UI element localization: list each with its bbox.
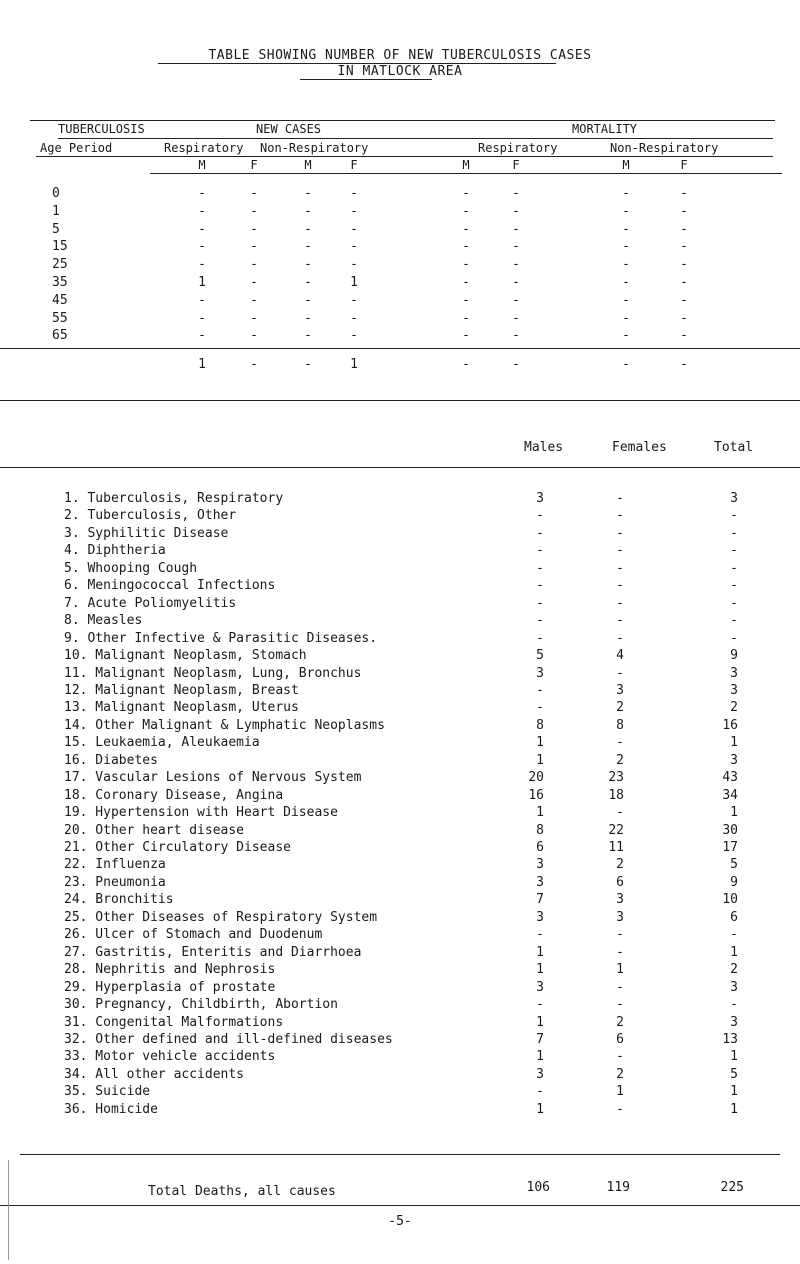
sex-header: M [462, 158, 470, 172]
total-count: 3 [730, 1015, 738, 1030]
case-count-cell: - [250, 204, 258, 219]
females-count: - [616, 578, 624, 593]
total-count: 3 [730, 753, 738, 768]
case-count-cell: - [250, 257, 258, 272]
totals-top-rule [0, 348, 800, 349]
males-count: 3 [536, 910, 544, 925]
case-count-cell: - [250, 186, 258, 201]
females-count: - [616, 526, 624, 541]
males-count: 1 [536, 962, 544, 977]
cause-label: 18. Coronary Disease, Angina [64, 788, 284, 803]
females-count: - [616, 596, 624, 611]
total-count: 3 [730, 683, 738, 698]
case-count-cell: - [462, 293, 470, 308]
total-count-cell: - [680, 357, 688, 372]
case-count-cell: - [622, 204, 630, 219]
case-count-cell: - [680, 293, 688, 308]
males-count: 7 [536, 1032, 544, 1047]
total-count: 5 [730, 1067, 738, 1082]
case-count-cell: - [250, 239, 258, 254]
total-count: 9 [730, 875, 738, 890]
sex-header: F [350, 158, 358, 172]
total-count: - [730, 631, 738, 646]
cause-label: 15. Leukaemia, Aleukaemia [64, 735, 260, 750]
total-count: 9 [730, 648, 738, 663]
case-count-cell: - [304, 186, 312, 201]
age-period-cell: 55 [52, 311, 68, 326]
females-count: - [616, 980, 624, 995]
cause-label: 21. Other Circulatory Disease [64, 840, 291, 855]
total-deaths-males: 106 [526, 1180, 550, 1195]
total-count: - [730, 578, 738, 593]
total-count: 5 [730, 857, 738, 872]
total-deaths-total: 225 [720, 1180, 744, 1195]
males-count: 8 [536, 823, 544, 838]
cause-label: 17. Vascular Lesions of Nervous System [64, 770, 362, 785]
females-count: - [616, 927, 624, 942]
case-count-cell: - [198, 293, 206, 308]
males-count: 20 [528, 770, 544, 785]
females-count: 2 [616, 1015, 624, 1030]
case-count-cell: - [350, 204, 358, 219]
males-count: 3 [536, 1067, 544, 1082]
case-count-cell: - [250, 293, 258, 308]
header-new-non-respiratory: Non-Respiratory [260, 141, 369, 155]
females-count: 23 [608, 770, 624, 785]
females-count: - [616, 491, 624, 506]
total-count-cell: - [512, 357, 520, 372]
case-count-cell: 1 [198, 275, 206, 290]
totals-bottom-rule [0, 400, 800, 401]
case-count-cell: - [350, 186, 358, 201]
females-count: 1 [616, 962, 624, 977]
total-count-cell: - [304, 357, 312, 372]
page-number: -5- [388, 1214, 412, 1229]
case-count-cell: - [680, 257, 688, 272]
females-count: - [616, 666, 624, 681]
total-count: - [730, 997, 738, 1012]
total-count: - [730, 543, 738, 558]
age-period-cell: 25 [52, 257, 68, 272]
case-count-cell: - [198, 204, 206, 219]
males-count: 16 [528, 788, 544, 803]
case-count-cell: - [462, 275, 470, 290]
males-count: - [536, 561, 544, 576]
case-count-cell: - [680, 311, 688, 326]
sex-header: M [622, 158, 630, 172]
case-count-cell: - [198, 257, 206, 272]
males-count: 3 [536, 857, 544, 872]
cause-label: 4. Diphtheria [64, 543, 166, 558]
females-count: 2 [616, 753, 624, 768]
case-count-cell: - [250, 311, 258, 326]
cause-label: 19. Hypertension with Heart Disease [64, 805, 338, 820]
females-count: - [616, 945, 624, 960]
case-count-cell: - [250, 328, 258, 343]
total-count: 13 [722, 1032, 738, 1047]
females-count: - [616, 1049, 624, 1064]
case-count-cell: - [680, 204, 688, 219]
case-count-cell: - [304, 275, 312, 290]
females-count: 11 [608, 840, 624, 855]
cause-label: 1. Tuberculosis, Respiratory [64, 491, 284, 506]
total-count: 1 [730, 945, 738, 960]
males-count: 1 [536, 1102, 544, 1117]
total-count: 3 [730, 491, 738, 506]
cause-label: 25. Other Diseases of Respiratory System [64, 910, 378, 925]
case-count-cell: - [680, 222, 688, 237]
females-count: 8 [616, 718, 624, 733]
total-count-cell: - [250, 357, 258, 372]
males-count: 1 [536, 945, 544, 960]
females-count: 3 [616, 892, 624, 907]
header-total: Total [714, 440, 754, 455]
females-count: - [616, 805, 624, 820]
header-mortality: MORTALITY [572, 122, 638, 136]
females-count: 6 [616, 1032, 624, 1047]
case-count-cell: - [622, 257, 630, 272]
case-count-cell: - [304, 328, 312, 343]
case-count-cell: - [304, 239, 312, 254]
females-count: 1 [616, 1084, 624, 1099]
sex-header: F [512, 158, 520, 172]
header-males: Males [524, 440, 564, 455]
cause-label: 23. Pneumonia [64, 875, 166, 890]
females-count: 6 [616, 875, 624, 890]
document-subtitle: IN MATLOCK AREA [337, 64, 463, 79]
total-count: 30 [722, 823, 738, 838]
cause-label: 13. Malignant Neoplasm, Uterus [64, 700, 299, 715]
case-count-cell: - [304, 293, 312, 308]
females-count: - [616, 543, 624, 558]
females-count: - [616, 613, 624, 628]
cause-label: 14. Other Malignant & Lymphatic Neoplasms [64, 718, 385, 733]
cause-label: 29. Hyperplasia of prostate [64, 980, 276, 995]
case-count-cell: - [304, 204, 312, 219]
females-count: - [616, 561, 624, 576]
cause-label: 22. Influenza [64, 857, 166, 872]
case-count-cell: - [304, 311, 312, 326]
males-count: - [536, 596, 544, 611]
total-count-cell: - [462, 357, 470, 372]
total-count: 1 [730, 1049, 738, 1064]
cause-label: 7. Acute Poliomyelitis [64, 596, 237, 611]
females-count: - [616, 631, 624, 646]
case-count-cell: - [198, 222, 206, 237]
case-count-cell: - [512, 257, 520, 272]
males-count: - [536, 700, 544, 715]
males-count: 1 [536, 753, 544, 768]
males-count: 3 [536, 980, 544, 995]
total-count: - [730, 508, 738, 523]
sub-header-rule [36, 156, 773, 157]
total-count: 3 [730, 666, 738, 681]
case-count-cell: - [512, 311, 520, 326]
cause-label: 31. Congenital Malformations [64, 1015, 284, 1030]
females-count: 2 [616, 700, 624, 715]
males-count: 3 [536, 666, 544, 681]
header-mortality-respiratory: Respiratory [478, 141, 558, 155]
females-count: 3 [616, 910, 624, 925]
males-count: - [536, 927, 544, 942]
header-mortality-non-respiratory: Non-Respiratory [610, 141, 719, 155]
total-count: - [730, 561, 738, 576]
cause-label: 11. Malignant Neoplasm, Lung, Bronchus [64, 666, 362, 681]
age-period-cell: 65 [52, 328, 68, 343]
case-count-cell: - [304, 257, 312, 272]
case-count-cell: - [462, 222, 470, 237]
males-count: 1 [536, 1015, 544, 1030]
cause-label: 3. Syphilitic Disease [64, 526, 229, 541]
case-count-cell: - [512, 293, 520, 308]
males-count: 7 [536, 892, 544, 907]
age-period-cell: 35 [52, 275, 68, 290]
males-count: 6 [536, 840, 544, 855]
case-count-cell: - [350, 311, 358, 326]
header-tuberculosis: TUBERCULOSIS [58, 122, 145, 136]
table-top-rule [30, 120, 775, 121]
males-count: - [536, 683, 544, 698]
males-count: 1 [536, 1049, 544, 1064]
case-count-cell: - [622, 275, 630, 290]
cause-label: 24. Bronchitis [64, 892, 174, 907]
cause-label: 10. Malignant Neoplasm, Stomach [64, 648, 307, 663]
cause-label: 6. Meningococcal Infections [64, 578, 276, 593]
case-count-cell: - [622, 239, 630, 254]
males-count: - [536, 508, 544, 523]
case-count-cell: 1 [350, 275, 358, 290]
case-count-cell: - [304, 222, 312, 237]
total-count: 34 [722, 788, 738, 803]
total-count: 1 [730, 735, 738, 750]
cause-label: 12. Malignant Neoplasm, Breast [64, 683, 299, 698]
cause-label: 26. Ulcer of Stomach and Duodenum [64, 927, 323, 942]
total-count: 10 [722, 892, 738, 907]
males-count: - [536, 631, 544, 646]
case-count-cell: - [350, 257, 358, 272]
cause-label: 20. Other heart disease [64, 823, 245, 838]
case-count-cell: - [512, 222, 520, 237]
cause-label: 28. Nephritis and Nephrosis [64, 962, 276, 977]
cause-label: 32. Other defined and ill-defined diseases [64, 1032, 393, 1047]
header-new-respiratory: Respiratory [164, 141, 244, 155]
case-count-cell: - [462, 311, 470, 326]
case-count-cell: - [198, 186, 206, 201]
sex-header: M [198, 158, 206, 172]
age-period-cell: 1 [52, 204, 60, 219]
sex-header: M [304, 158, 312, 172]
females-count: - [616, 997, 624, 1012]
females-count: 18 [608, 788, 624, 803]
case-count-cell: - [680, 239, 688, 254]
total-count: 16 [722, 718, 738, 733]
total-count: - [730, 526, 738, 541]
cause-label: 27. Gastritis, Enteritis and Diarrhoea [64, 945, 362, 960]
males-count: - [536, 543, 544, 558]
females-count: 2 [616, 1067, 624, 1082]
case-count-cell: - [462, 204, 470, 219]
header-age-period: Age Period [40, 141, 113, 155]
causes-bottom-rule [20, 1154, 780, 1155]
age-period-cell: 15 [52, 239, 68, 254]
case-count-cell: - [350, 293, 358, 308]
case-count-cell: - [250, 275, 258, 290]
cause-label: 33. Motor vehicle accidents [64, 1049, 276, 1064]
total-deaths-label: Total Deaths, all causes [148, 1184, 336, 1199]
case-count-cell: - [680, 328, 688, 343]
case-count-cell: - [512, 204, 520, 219]
case-count-cell: - [350, 222, 358, 237]
females-count: 22 [608, 823, 624, 838]
cause-label: 9. Other Infective & Parasitic Diseases. [64, 631, 378, 646]
cause-label: 30. Pregnancy, Childbirth, Abortion [64, 997, 338, 1012]
sex-header-rule [150, 173, 782, 174]
total-count: 43 [722, 770, 738, 785]
total-bottom-rule [0, 1205, 800, 1206]
cause-label: 8. Measles [64, 613, 143, 628]
females-count: - [616, 508, 624, 523]
case-count-cell: - [350, 328, 358, 343]
case-count-cell: - [622, 293, 630, 308]
case-count-cell: - [622, 222, 630, 237]
total-count: 2 [730, 700, 738, 715]
document-title: TABLE SHOWING NUMBER OF NEW TUBERCULOSIS CASES [208, 48, 592, 63]
case-count-cell: - [622, 311, 630, 326]
males-count: 8 [536, 718, 544, 733]
case-count-cell: - [462, 328, 470, 343]
header-females: Females [612, 440, 667, 455]
cause-label: 34. All other accidents [64, 1067, 245, 1082]
case-count-cell: - [350, 239, 358, 254]
group-header-rule [58, 138, 773, 139]
cause-label: 2. Tuberculosis, Other [64, 508, 237, 523]
case-count-cell: - [462, 239, 470, 254]
males-count: 1 [536, 805, 544, 820]
females-count: 2 [616, 857, 624, 872]
total-count: 1 [730, 805, 738, 820]
case-count-cell: - [462, 186, 470, 201]
total-count-cell: 1 [350, 357, 358, 372]
males-count: - [536, 526, 544, 541]
header-new-cases: NEW CASES [256, 122, 322, 136]
males-count: - [536, 1084, 544, 1099]
males-count: 1 [536, 735, 544, 750]
total-count: - [730, 596, 738, 611]
total-count: 2 [730, 962, 738, 977]
subtitle-underline [300, 79, 432, 80]
case-count-cell: - [198, 239, 206, 254]
page-edge-mark [8, 1160, 9, 1260]
cause-label: 16. Diabetes [64, 753, 158, 768]
cause-label: 36. Homicide [64, 1102, 158, 1117]
age-period-cell: 5 [52, 222, 60, 237]
total-count: 6 [730, 910, 738, 925]
case-count-cell: - [512, 239, 520, 254]
total-count: - [730, 613, 738, 628]
case-count-cell: - [462, 257, 470, 272]
case-count-cell: - [512, 328, 520, 343]
females-count: - [616, 1102, 624, 1117]
case-count-cell: - [512, 275, 520, 290]
males-count: - [536, 613, 544, 628]
total-count: 3 [730, 980, 738, 995]
case-count-cell: - [250, 222, 258, 237]
causes-header-rule [0, 467, 800, 468]
age-period-cell: 0 [52, 186, 60, 201]
total-count: 1 [730, 1084, 738, 1099]
females-count: - [616, 735, 624, 750]
total-count-cell: - [622, 357, 630, 372]
case-count-cell: - [622, 186, 630, 201]
cause-label: 35. Suicide [64, 1084, 151, 1099]
case-count-cell: - [198, 311, 206, 326]
males-count: - [536, 997, 544, 1012]
males-count: 3 [536, 491, 544, 506]
males-count: 5 [536, 648, 544, 663]
sex-header: F [250, 158, 258, 172]
total-count: 1 [730, 1102, 738, 1117]
case-count-cell: - [198, 328, 206, 343]
total-deaths-females: 119 [606, 1180, 630, 1195]
sex-header: F [680, 158, 688, 172]
case-count-cell: - [680, 275, 688, 290]
age-period-cell: 45 [52, 293, 68, 308]
cause-label: 5. Whooping Cough [64, 561, 198, 576]
case-count-cell: - [622, 328, 630, 343]
case-count-cell: - [512, 186, 520, 201]
case-count-cell: - [680, 186, 688, 201]
females-count: 4 [616, 648, 624, 663]
total-count-cell: 1 [198, 357, 206, 372]
total-count: 17 [722, 840, 738, 855]
total-count: - [730, 927, 738, 942]
females-count: 3 [616, 683, 624, 698]
males-count: 3 [536, 875, 544, 890]
males-count: - [536, 578, 544, 593]
